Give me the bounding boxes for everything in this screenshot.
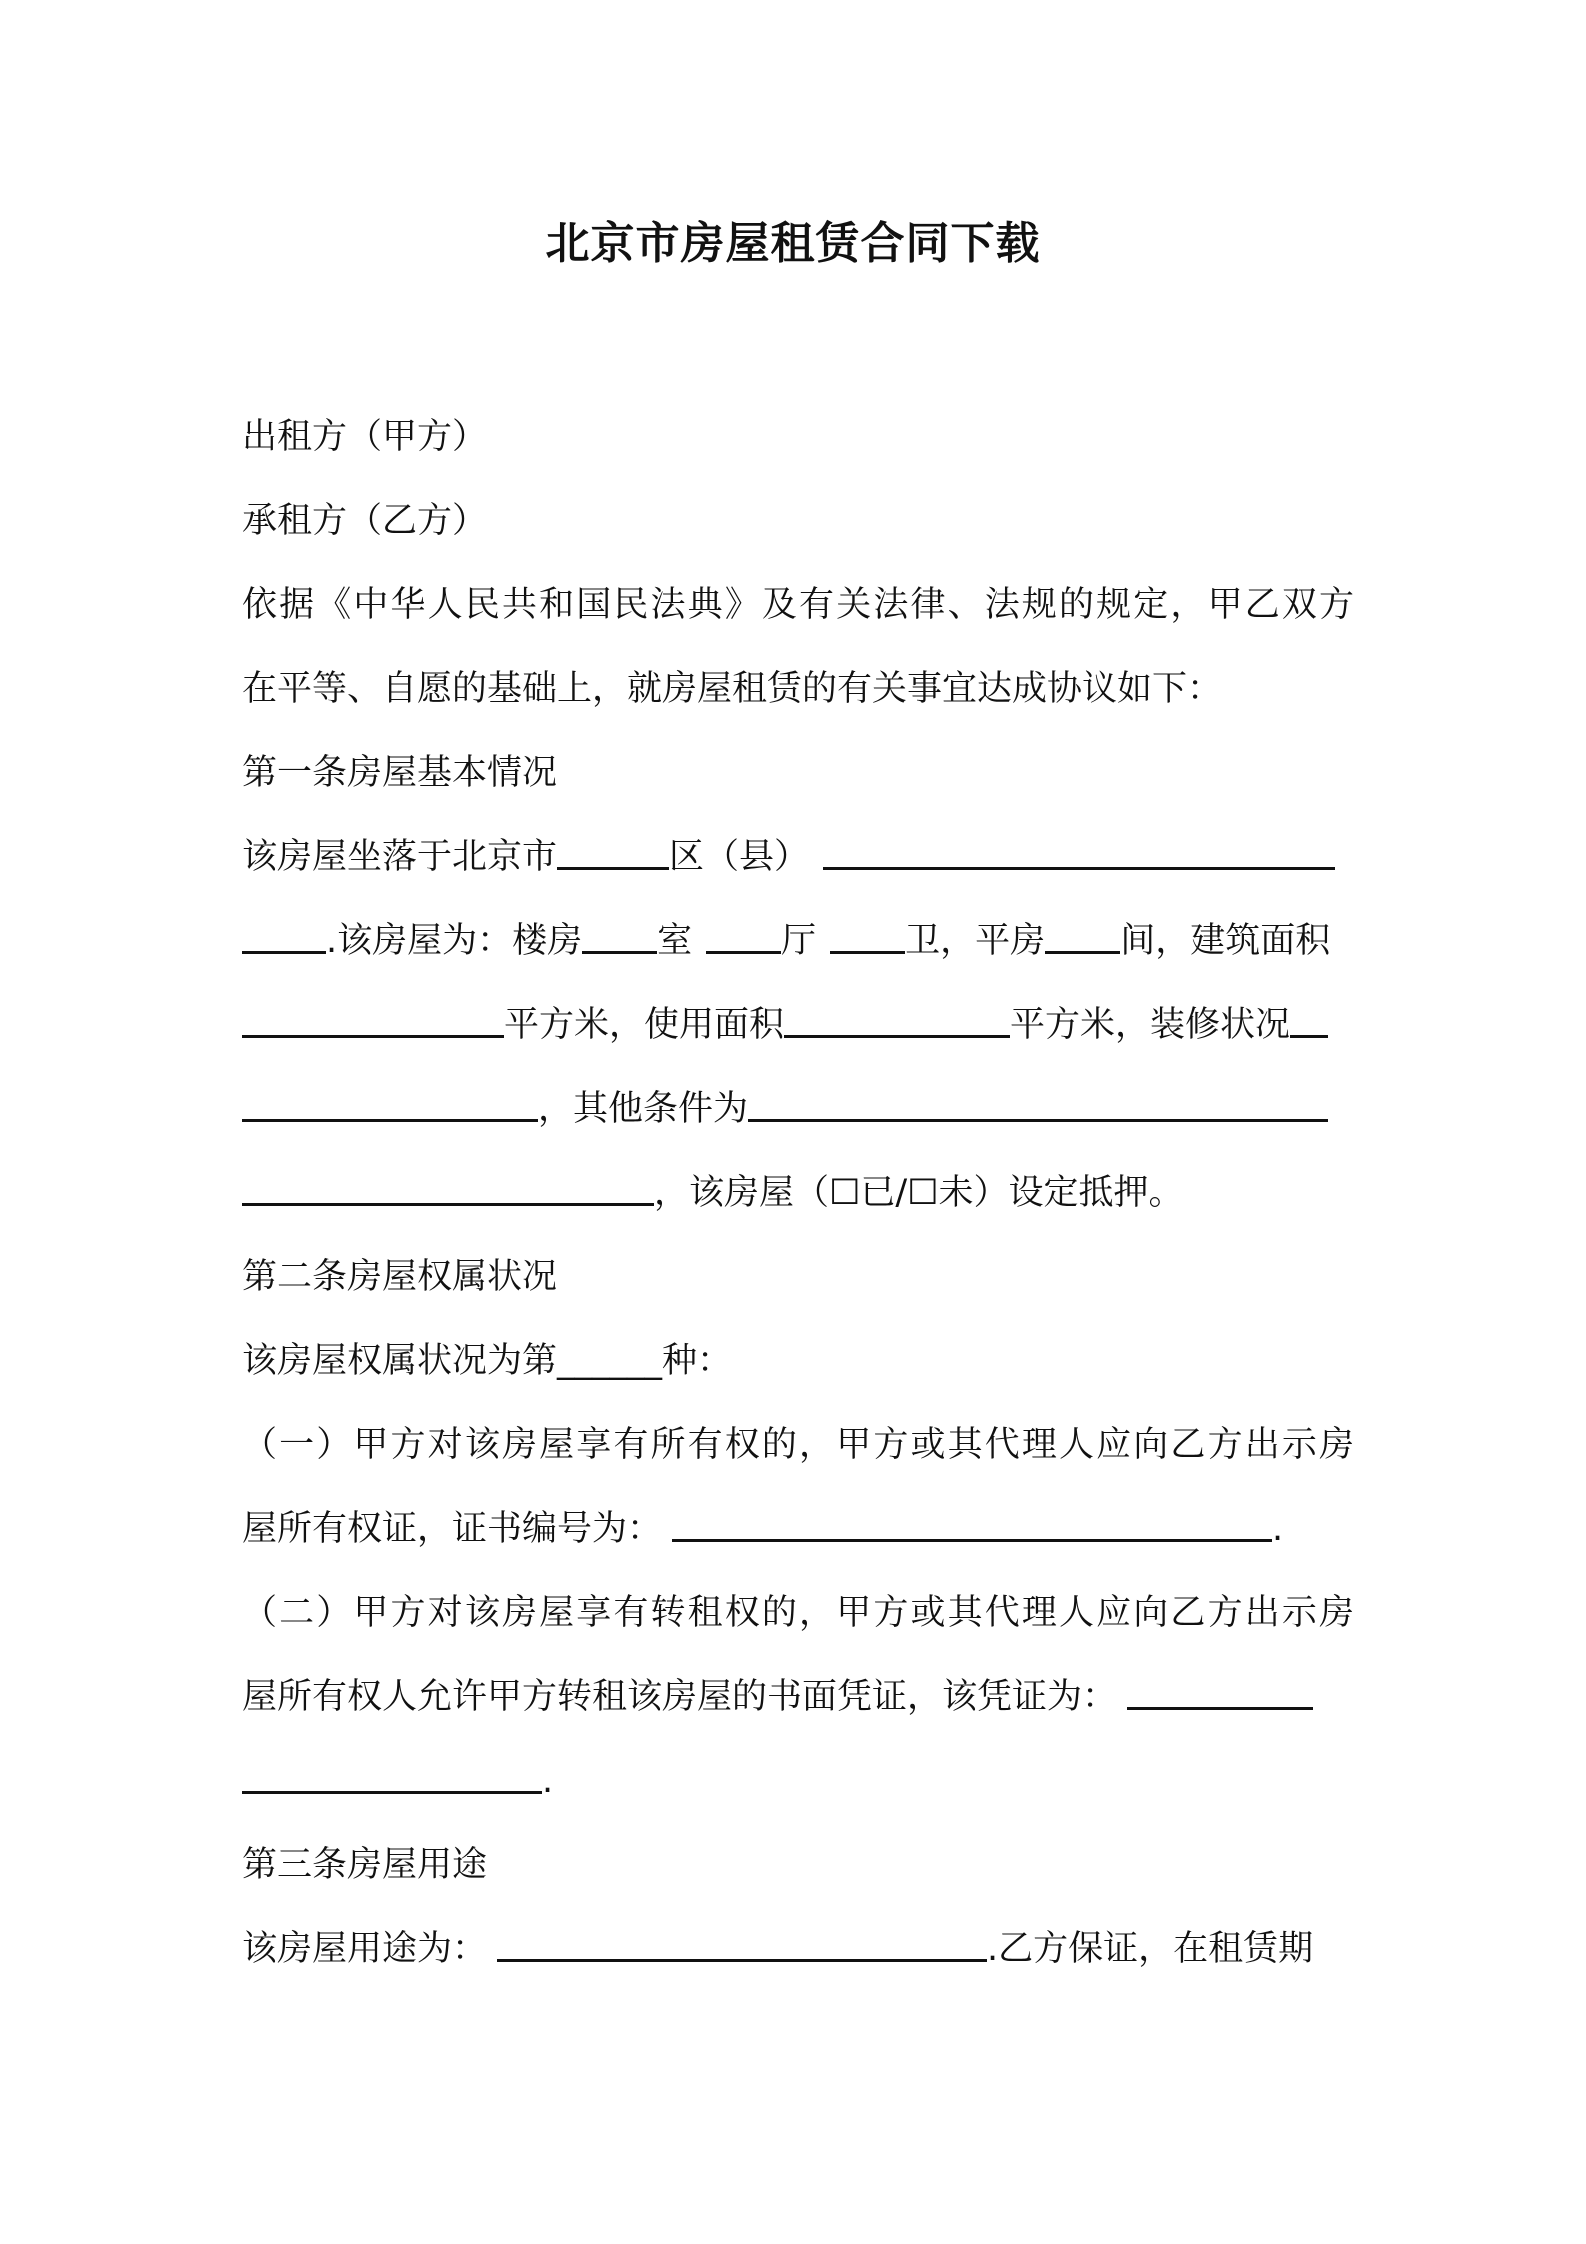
- lessee-line: 承租方（乙方）: [242, 501, 488, 541]
- period-mark: .: [1272, 1509, 1284, 1549]
- usage-label: 该房屋用途为：: [242, 1929, 488, 1969]
- article-1-line-4: [242, 1084, 1354, 1134]
- rooms-blank[interactable]: [582, 917, 657, 954]
- decoration-blank[interactable]: [1290, 1001, 1328, 1038]
- article-3-line-1: [242, 1924, 1354, 1974]
- bungalow-rooms-blank[interactable]: [1045, 917, 1120, 954]
- preamble-line-1: 依据《中华人民共和国民法典》及有关法律、法规的规定，甲乙双方: [242, 585, 1354, 625]
- article-2-line-4: （二）甲方对该房屋享有转租权的，甲方或其代理人应向乙方出示房: [242, 1593, 1354, 1633]
- article-2-line-2: （一）甲方对该房屋享有所有权的，甲方或其代理人应向乙方出示房: [242, 1425, 1354, 1465]
- building-type-label: .该房屋为：楼房: [326, 921, 583, 961]
- other-conditions-blank-cont[interactable]: [242, 1169, 654, 1206]
- voucher-blank[interactable]: [1127, 1673, 1313, 1710]
- usable-area-label: 平方米，使用面积: [504, 1005, 785, 1045]
- article-1-line-3: [242, 1000, 1354, 1050]
- address-blank-cont[interactable]: [242, 917, 326, 954]
- building-area-blank[interactable]: [242, 1001, 504, 1038]
- halls-blank[interactable]: [706, 917, 781, 954]
- lessor-line: 出租方（甲方）: [242, 417, 488, 457]
- hall-label: 厅: [781, 921, 817, 961]
- decoration-label: 平方米，装修状况: [1010, 1005, 1291, 1045]
- district-label: 区（县）: [669, 837, 810, 877]
- other-conditions-label: ，其他条件为: [538, 1089, 749, 1129]
- address-blank[interactable]: [823, 833, 1335, 870]
- usable-area-blank[interactable]: [784, 1001, 1010, 1038]
- district-blank[interactable]: [557, 833, 669, 870]
- lessee-guarantee-text: .乙方保证，在租赁期: [987, 1929, 1314, 1969]
- article-1-line-1: [242, 832, 1354, 882]
- preamble-line-2: 在平等、自愿的基础上，就房屋租赁的有关事宜达成协议如下：: [242, 669, 1223, 709]
- article-3-heading: 第三条房屋用途: [242, 1845, 488, 1885]
- other-conditions-blank[interactable]: [748, 1085, 1328, 1122]
- article-2-line-6: [242, 1756, 1354, 1806]
- article-2-line-3: [242, 1504, 1354, 1554]
- voucher-label: 屋所有权人允许甲方转租该房屋的书面凭证，该凭证为：: [242, 1677, 1118, 1717]
- baths-blank[interactable]: [830, 917, 905, 954]
- mortgage-statement: ，该房屋（☐已/☐未）设定抵押。: [654, 1173, 1184, 1213]
- floor-area-label: 间，建筑面积: [1120, 921, 1331, 961]
- article-1-line-2: [242, 916, 1354, 966]
- voucher-blank-cont[interactable]: [242, 1757, 542, 1794]
- article-1-heading: 第一条房屋基本情况: [242, 753, 558, 793]
- location-label: 该房屋坐落于北京市: [242, 837, 558, 877]
- certificate-number-label: 屋所有权证，证书编号为：: [242, 1509, 663, 1549]
- article-2-line-1: 该房屋权属状况为第______种：: [242, 1341, 733, 1381]
- certificate-number-blank[interactable]: [672, 1505, 1272, 1542]
- article-1-line-5: [242, 1168, 1354, 1218]
- bath-label: 卫，平房: [905, 921, 1046, 961]
- period-mark: .: [542, 1761, 554, 1801]
- article-2-heading: 第二条房屋权属状况: [242, 1257, 558, 1297]
- decoration-blank-cont[interactable]: [242, 1085, 538, 1122]
- room-label: 室: [657, 921, 693, 961]
- article-2-line-5: [242, 1672, 1354, 1722]
- usage-blank[interactable]: [497, 1925, 987, 1962]
- document-title: 北京市房屋租赁合同下载: [545, 218, 1041, 269]
